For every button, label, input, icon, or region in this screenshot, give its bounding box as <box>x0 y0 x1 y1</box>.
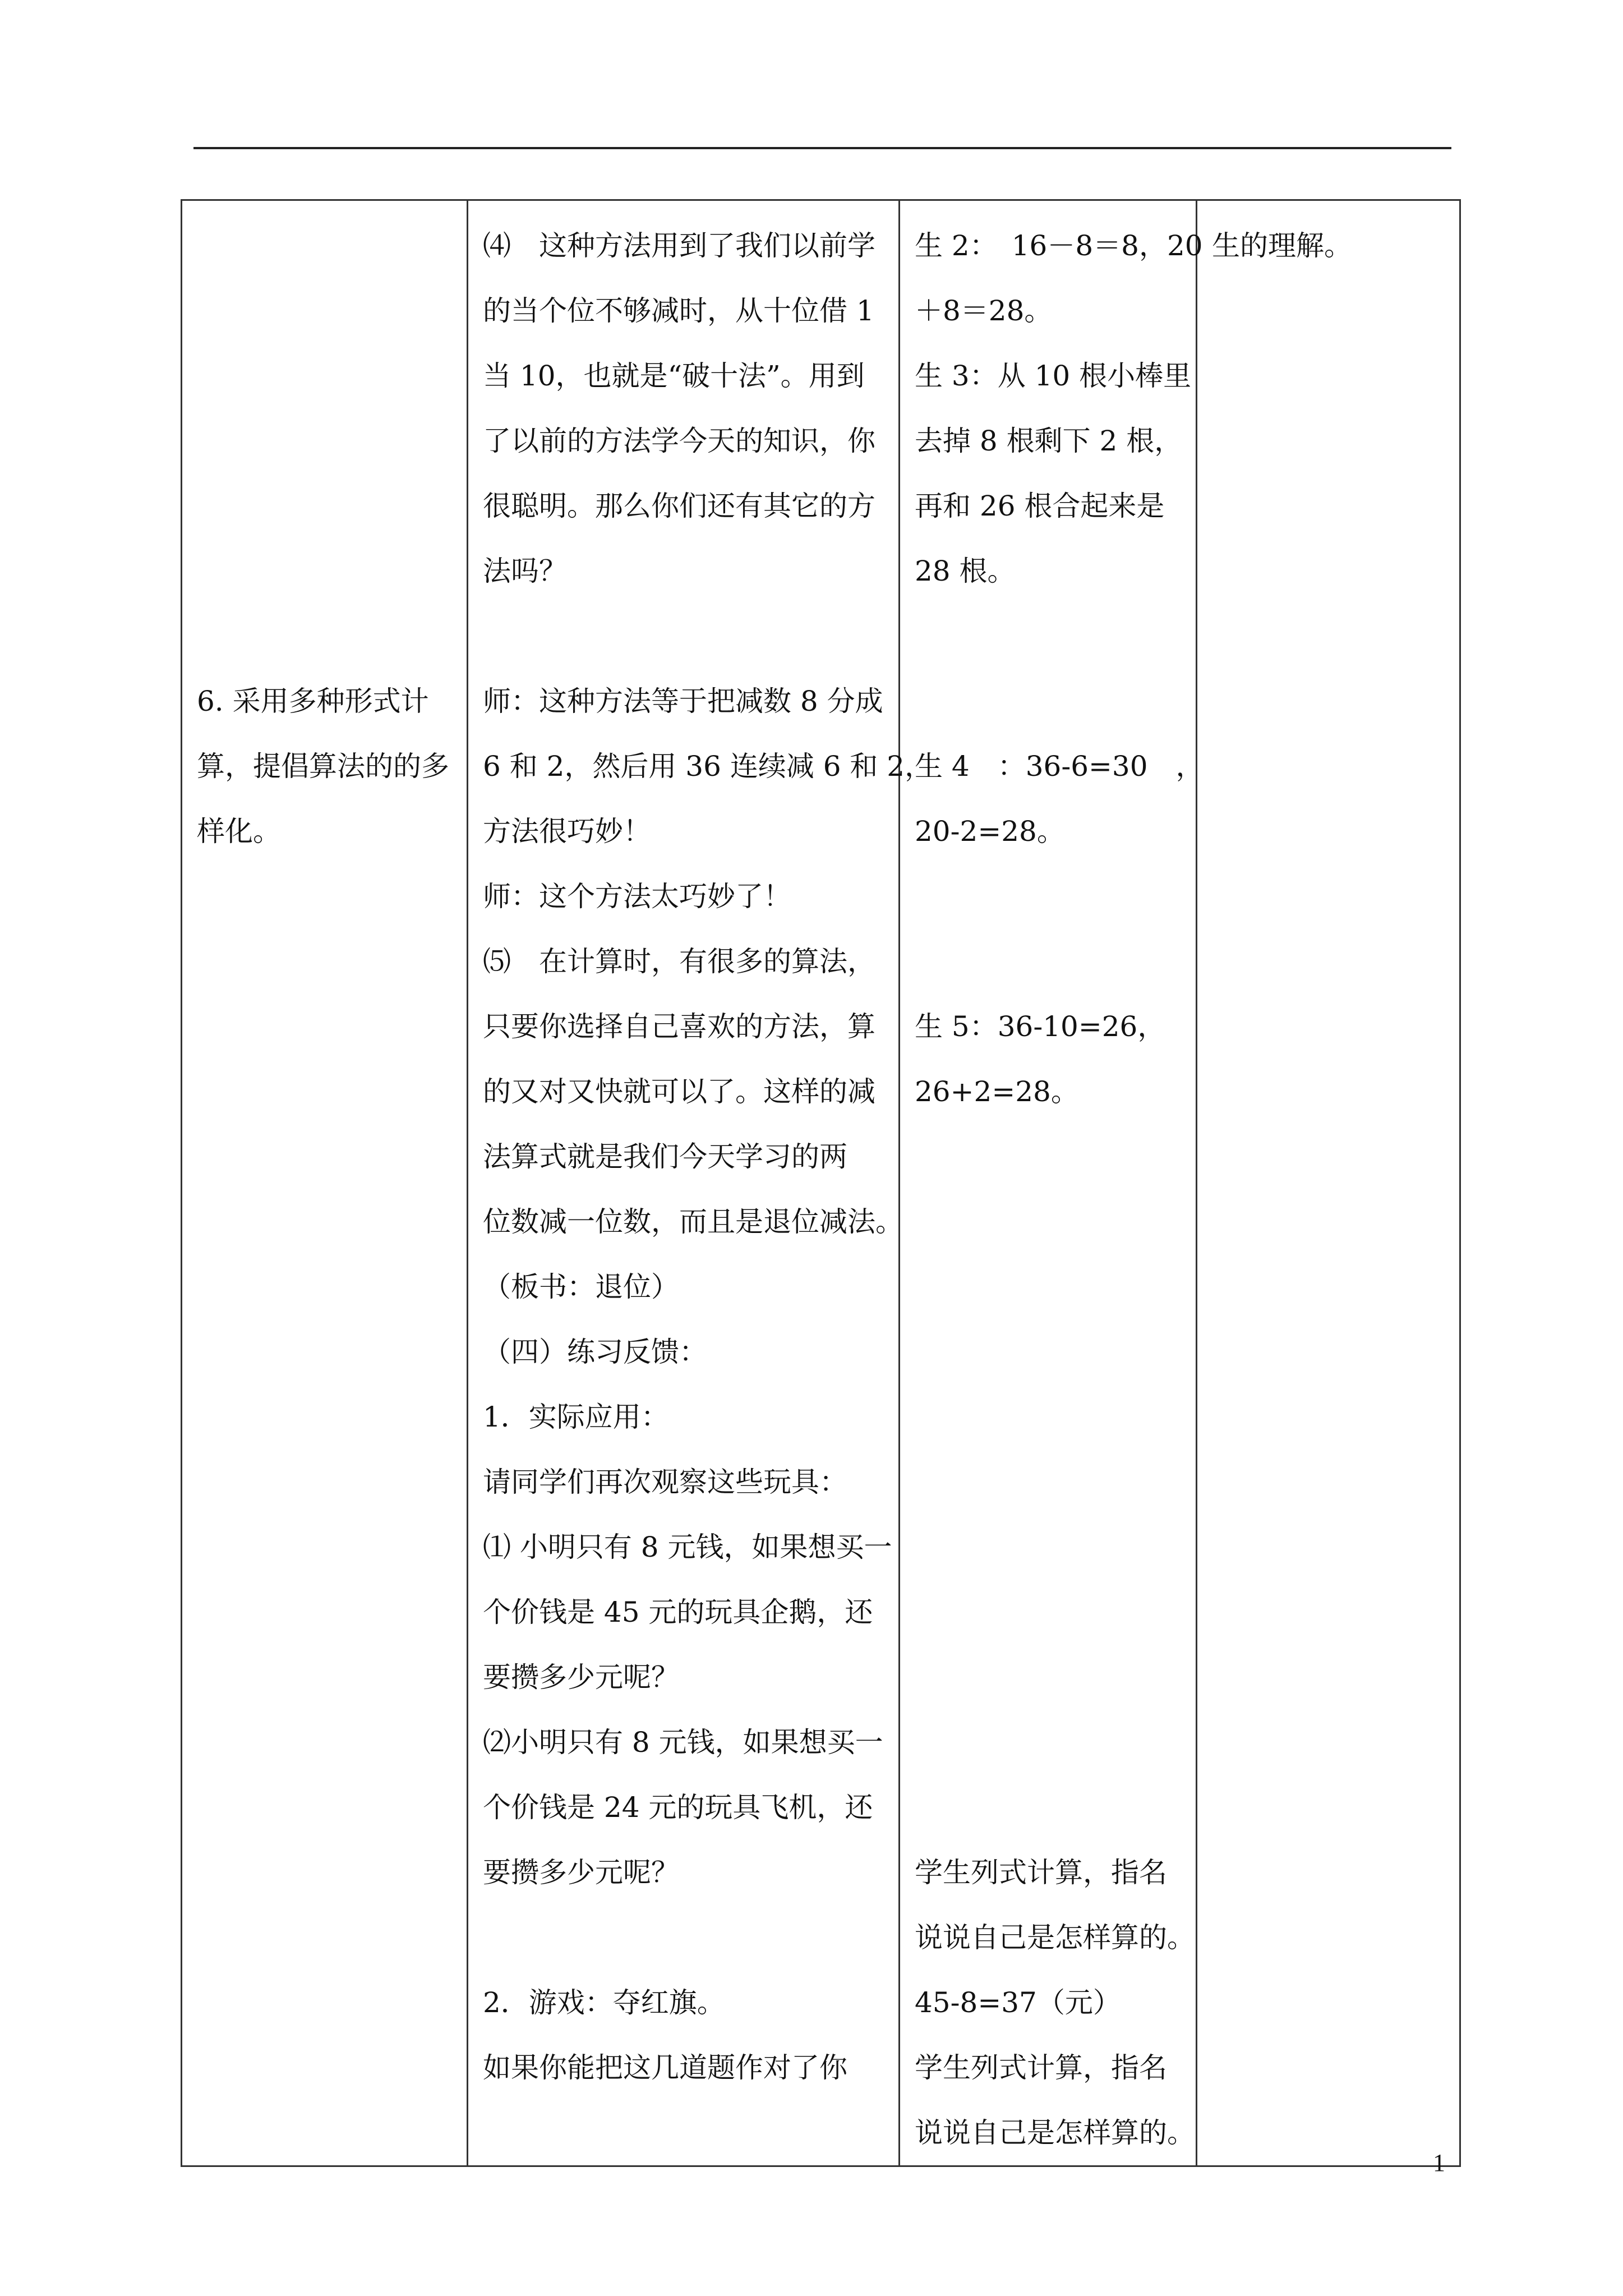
teacher-activity-cell <box>468 200 933 2166</box>
teacher-line: 要攒多少元呢？ <box>483 1856 679 1889</box>
table-row <box>182 200 1460 2166</box>
student-line: 生 4 ：36-6=30 ， <box>915 750 1204 783</box>
teacher-line: 当 10，也就是“破十法”。用到 <box>483 360 865 392</box>
objective-line: 6. 采用多种形式计 <box>197 685 429 717</box>
student-line: 学生列式计算，指名 <box>915 1856 1167 1889</box>
teacher-line: 个价钱是 24 元的玩具飞机，还 <box>483 1791 873 1824</box>
teacher-line: 的当个位不够减时，从十位借 1 <box>483 295 874 327</box>
lesson-plan-table <box>181 199 1461 2167</box>
student-line: 说说自己是怎样算的。 <box>915 1921 1195 1954</box>
teacher-line: 的又对又快就可以了。这样的减 <box>483 1075 875 1108</box>
design-intent-cell <box>1197 200 1460 2166</box>
student-line: 生 5：36-10=26， <box>915 1010 1166 1043</box>
student-line: 28 根。 <box>915 555 1016 587</box>
teacher-line: 很聪明。那么你们还有其它的方 <box>483 490 875 522</box>
student-line: 20-2=28。 <box>915 815 1065 848</box>
teacher-line: （板书：退位） <box>483 1271 679 1303</box>
teacher-line: 请同学们再次观察这些玩具： <box>483 1466 847 1498</box>
teacher-line: 法算式就是我们今天学习的两 <box>483 1140 847 1173</box>
teacher-line: 法吗？ <box>483 555 567 587</box>
teacher-line: ⑵小明只有 8 元钱，如果想买一 <box>483 1726 883 1759</box>
teacher-line: 6 和 2，然后用 36 连续减 6 和 2， <box>483 750 933 783</box>
teacher-line: 如果你能把这几道题作对了你 <box>483 2051 847 2084</box>
teacher-line: 2．游戏：夺红旗。 <box>483 1986 725 2019</box>
student-line: ＋8＝28。 <box>915 295 1053 327</box>
teacher-line: 方法很巧妙！ <box>483 815 651 848</box>
teacher-line: ⑴ 小明只有 8 元钱，如果想买一 <box>483 1531 892 1563</box>
student-line: 生 2： 16－8＝8，20 <box>915 229 1203 262</box>
teacher-line: ⑷ 这种方法用到了我们以前学 <box>483 229 875 262</box>
teacher-line: （四）练习反馈： <box>483 1336 707 1368</box>
student-line: 45-8=37（元） <box>915 1986 1121 2019</box>
objective-line: 样化。 <box>197 815 281 848</box>
student-line: 去掉 8 根剩下 2 根， <box>915 425 1183 457</box>
header-rule <box>193 147 1451 149</box>
teacher-line: 师：这种方法等于把减数 8 分成 <box>483 685 883 717</box>
student-line: 说说自己是怎样算的。 <box>915 2116 1195 2149</box>
student-line: 学生列式计算，指名 <box>915 2051 1167 2084</box>
student-activity-cell <box>900 200 1204 2166</box>
student-line: 再和 26 根合起来是 <box>915 490 1165 522</box>
objective-line: 算，提倡算法的的多 <box>197 750 449 783</box>
teacher-line: 了以前的方法学今天的知识，你 <box>483 425 875 457</box>
student-line: 生 3：从 10 根小棒里 <box>915 360 1192 392</box>
objective-cell <box>182 200 468 2166</box>
page-number: 1 <box>1433 2149 1445 2177</box>
teacher-line: 位数减一位数，而且是退位减法。 <box>483 1205 903 1238</box>
teacher-line: 1．实际应用： <box>483 1401 669 1433</box>
teacher-line: 个价钱是 45 元的玩具企鹅，还 <box>483 1596 873 1628</box>
teacher-line: 只要你选择自己喜欢的方法，算 <box>483 1010 875 1043</box>
teacher-line: 要攒多少元呢？ <box>483 1661 679 1694</box>
teacher-line: ⑸ 在计算时，有很多的算法， <box>483 945 875 978</box>
student-line: 26+2=28。 <box>915 1075 1079 1108</box>
intent-line: 生的理解。 <box>1212 229 1352 262</box>
teacher-line: 师：这个方法太巧妙了！ <box>483 880 791 913</box>
